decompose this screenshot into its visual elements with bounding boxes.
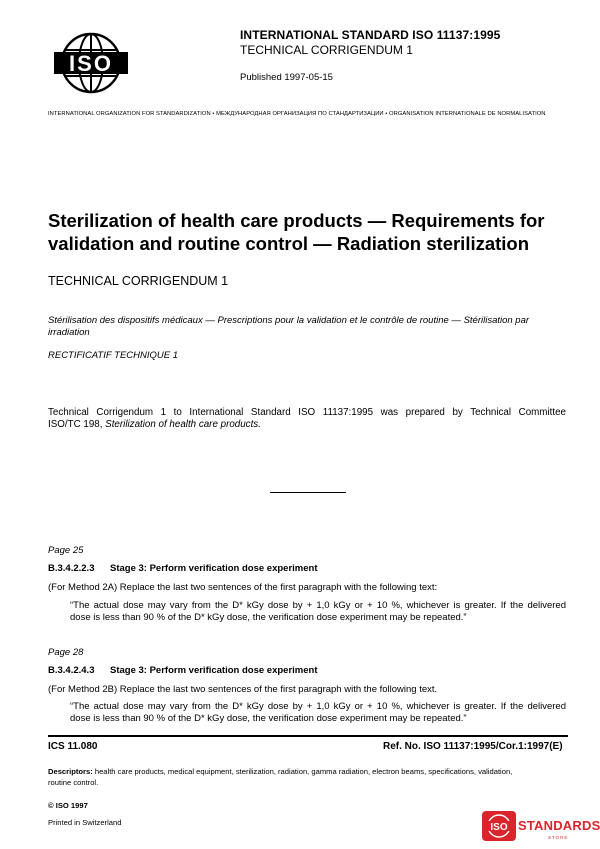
intro-paragraph xyxy=(48,407,566,431)
french-title-line-1: Stérilisation des dispositifs médicaux — Prescriptions pour la validation et le contrôle de routine — Stérilisation par xyxy=(48,315,530,326)
clause-title: Stage 3: Perform verification dose experiment xyxy=(110,563,318,574)
quote-line-1: “The actual dose may vary from the D* kGy dose by + 1,0 kGy or + 10 %, whichever is greater. If the delivered xyxy=(70,701,566,712)
watermark-text: STANDARDS xyxy=(518,818,600,833)
intro-line-1: Technical Corrigendum 1 to International Standard ISO 11137:1995 was prepared by Technical Committee xyxy=(48,407,566,418)
clause-heading xyxy=(48,665,317,676)
reference-number: Ref. No. ISO 11137:1995/Cor.1:1997(E) xyxy=(383,741,563,752)
intro-line-2-prefix: ISO/TC 198, xyxy=(48,419,106,430)
clause-number: B.3.4.2.4.3 xyxy=(48,665,95,676)
french-title xyxy=(48,315,568,339)
watermark-logo xyxy=(482,811,516,841)
page-label: Page 25 xyxy=(48,545,84,556)
method-instruction: (For Method 2B) Replace the last two sentences of the first paragraph with the following text. xyxy=(48,684,438,695)
clause-heading xyxy=(48,563,317,574)
method-instruction: (For Method 2A) Replace the last two sentences of the first paragraph with the following text: xyxy=(48,582,438,593)
intro-line-2-italic: Sterilization of health care products. xyxy=(105,419,261,430)
corrigendum-header: TECHNICAL CORRIGENDUM 1 xyxy=(240,43,413,57)
clause-title: Stage 3: Perform verification dose experiment xyxy=(110,665,318,676)
divider xyxy=(270,492,346,493)
document-title xyxy=(48,209,568,255)
clause-number: B.3.4.2.2.3 xyxy=(48,563,95,574)
iso-logo-text: ISO xyxy=(69,51,113,76)
watermark-store: STORE xyxy=(548,835,569,840)
iso-logo xyxy=(50,30,132,96)
ics-code: ICS 11.080 xyxy=(48,741,98,752)
quote-line-1: “The actual dose may vary from the D* kGy dose by + 1,0 kGy or + 10 %, whichever is greater. If the delivered xyxy=(70,600,566,611)
title-line-1: Sterilization of health care products — Requirements for xyxy=(48,210,545,231)
quote-line-2: dose is less than 90 % of the D* kGy dose, the verification dose experiment may be repeated.” xyxy=(70,612,467,623)
copyright: © ISO 1997 xyxy=(48,801,88,810)
replacement-quote xyxy=(70,600,566,624)
organization-line: INTERNATIONAL ORGANIZATION FOR STANDARDIZATION • МЕЖДУНАРОДНАЯ ОРГАНИЗАЦИЯ ПО СТАНДАРТИЗАЦИИ • ORGANISATION INTERNATIONALE DE NORMALISATION xyxy=(48,111,546,117)
descriptors-label: Descriptors: xyxy=(48,767,93,776)
published-date: Published 1997-05-15 xyxy=(240,72,333,83)
french-title-line-2: irradiation xyxy=(48,327,90,338)
descriptors-text: health care products, medical equipment, sterilization, radiation, gamma radiation, electron beams, specifications, validation, xyxy=(92,767,513,776)
quote-line-2: dose is less than 90 % of the D* kGy dose, the verification dose experiment may be repeated.” xyxy=(70,713,467,724)
standard-title: INTERNATIONAL STANDARD ISO 11137:1995 xyxy=(240,28,501,42)
title-line-2: validation and routine control — Radiation sterilization xyxy=(48,233,530,254)
footer-rule xyxy=(48,735,568,737)
replacement-quote xyxy=(70,701,566,725)
descriptors-line-2: routine control. xyxy=(48,777,99,787)
watermark-logo-text: ISO xyxy=(490,822,508,833)
page-label: Page 28 xyxy=(48,647,84,658)
descriptors xyxy=(48,767,568,788)
printed-in: Printed in Switzerland xyxy=(48,818,122,827)
corrigendum-label: TECHNICAL CORRIGENDUM 1 xyxy=(48,274,229,288)
french-corrigendum: RECTIFICATIF TECHNIQUE 1 xyxy=(48,350,179,361)
